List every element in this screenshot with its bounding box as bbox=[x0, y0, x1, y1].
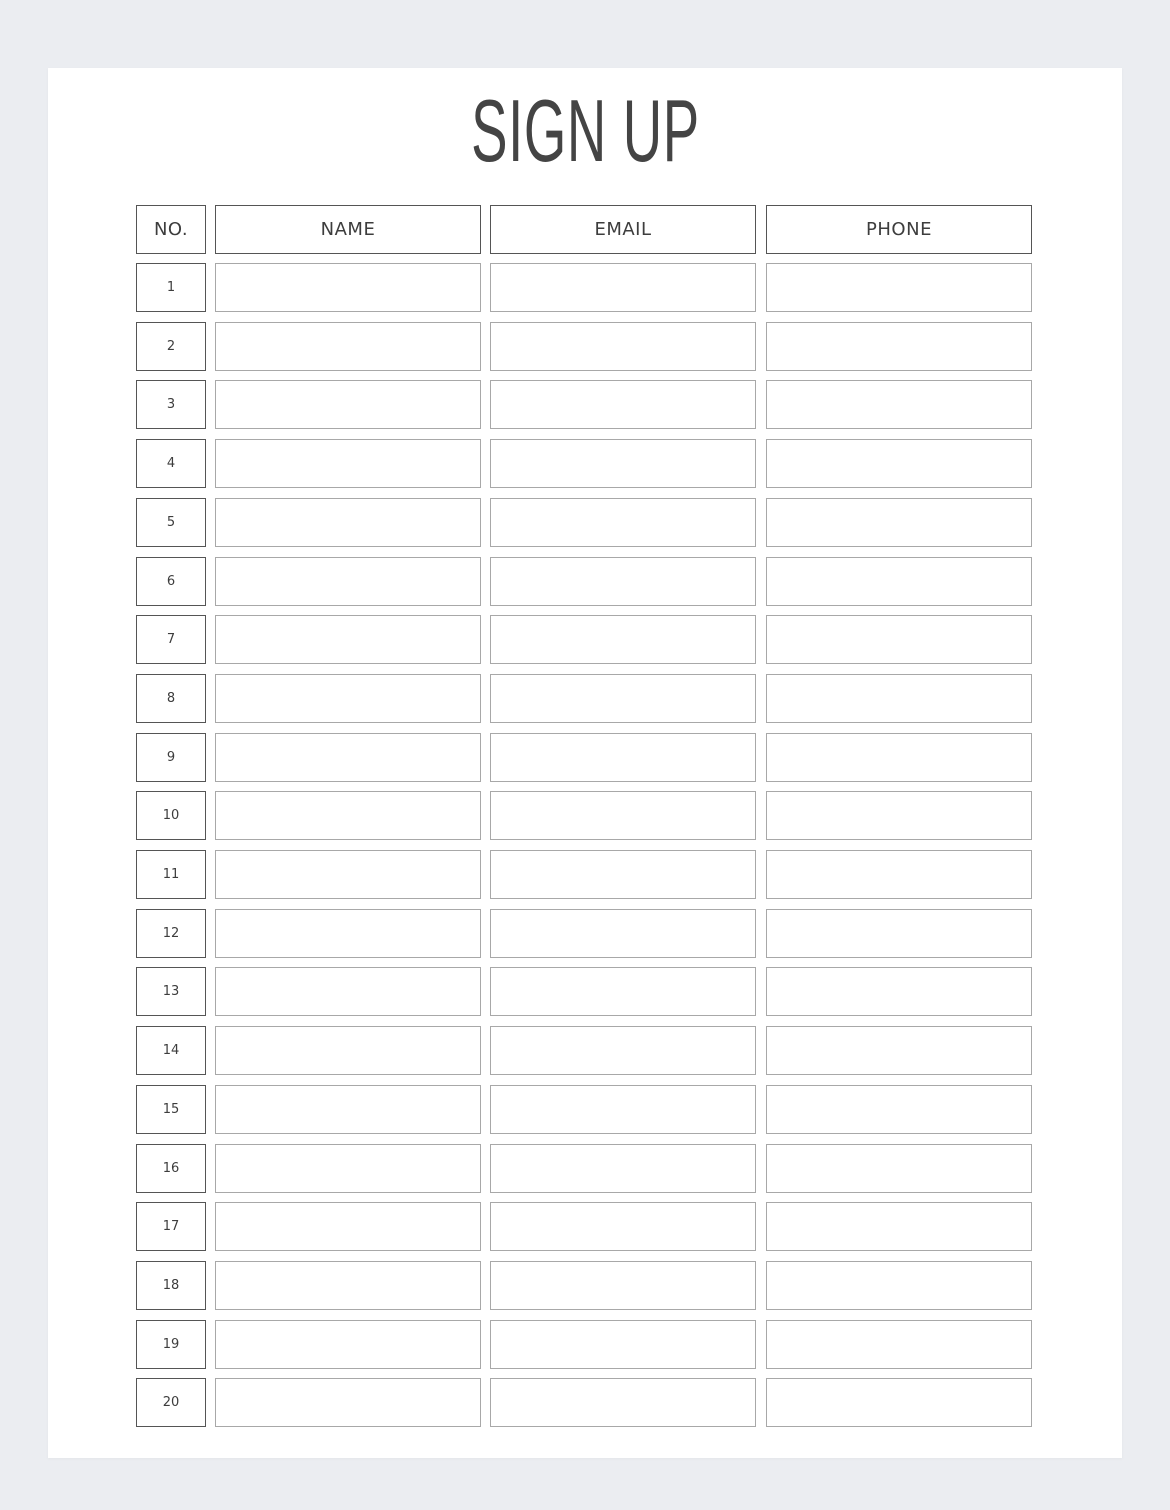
email-field[interactable] bbox=[490, 380, 756, 429]
email-field[interactable] bbox=[490, 1320, 756, 1369]
email-field[interactable] bbox=[490, 1261, 756, 1310]
row-number: 1 bbox=[136, 263, 206, 312]
page-title bbox=[0, 81, 1170, 180]
phone-field[interactable] bbox=[766, 1320, 1032, 1369]
row-number: 14 bbox=[136, 1026, 206, 1075]
email-field[interactable] bbox=[490, 1378, 756, 1427]
email-field[interactable] bbox=[490, 1026, 756, 1075]
phone-field[interactable] bbox=[766, 1085, 1032, 1134]
email-field[interactable] bbox=[490, 322, 756, 371]
page-title-text: SIGN UP bbox=[470, 81, 700, 180]
row-number: 10 bbox=[136, 791, 206, 840]
phone-field[interactable] bbox=[766, 1144, 1032, 1193]
name-field[interactable] bbox=[215, 1202, 481, 1251]
phone-field[interactable] bbox=[766, 263, 1032, 312]
email-field[interactable] bbox=[490, 1144, 756, 1193]
phone-field[interactable] bbox=[766, 967, 1032, 1016]
row-number: 11 bbox=[136, 850, 206, 899]
email-field[interactable] bbox=[490, 733, 756, 782]
name-field[interactable] bbox=[215, 263, 481, 312]
name-field[interactable] bbox=[215, 557, 481, 606]
phone-field[interactable] bbox=[766, 1202, 1032, 1251]
name-field[interactable] bbox=[215, 791, 481, 840]
row-number: 15 bbox=[136, 1085, 206, 1134]
row-number: 17 bbox=[136, 1202, 206, 1251]
phone-field[interactable] bbox=[766, 322, 1032, 371]
name-field[interactable] bbox=[215, 439, 481, 488]
row-number: 18 bbox=[136, 1261, 206, 1310]
row-number: 13 bbox=[136, 967, 206, 1016]
row-number: 19 bbox=[136, 1320, 206, 1369]
phone-field[interactable] bbox=[766, 909, 1032, 958]
name-field[interactable] bbox=[215, 967, 481, 1016]
email-field[interactable] bbox=[490, 615, 756, 664]
name-field[interactable] bbox=[215, 1320, 481, 1369]
name-field[interactable] bbox=[215, 1026, 481, 1075]
email-field[interactable] bbox=[490, 1202, 756, 1251]
name-field[interactable] bbox=[215, 498, 481, 547]
phone-field[interactable] bbox=[766, 850, 1032, 899]
phone-field[interactable] bbox=[766, 791, 1032, 840]
phone-field[interactable] bbox=[766, 733, 1032, 782]
email-field[interactable] bbox=[490, 967, 756, 1016]
phone-field[interactable] bbox=[766, 1261, 1032, 1310]
name-field[interactable] bbox=[215, 380, 481, 429]
name-field[interactable] bbox=[215, 322, 481, 371]
column-header-email: EMAIL bbox=[490, 205, 756, 254]
row-number: 20 bbox=[136, 1378, 206, 1427]
column-header-no: NO. bbox=[136, 205, 206, 254]
name-field[interactable] bbox=[215, 674, 481, 723]
email-field[interactable] bbox=[490, 850, 756, 899]
row-number: 16 bbox=[136, 1144, 206, 1193]
name-field[interactable] bbox=[215, 615, 481, 664]
phone-field[interactable] bbox=[766, 557, 1032, 606]
email-field[interactable] bbox=[490, 498, 756, 547]
email-field[interactable] bbox=[490, 674, 756, 723]
phone-field[interactable] bbox=[766, 439, 1032, 488]
email-field[interactable] bbox=[490, 263, 756, 312]
email-field[interactable] bbox=[490, 909, 756, 958]
row-number: 4 bbox=[136, 439, 206, 488]
row-number: 2 bbox=[136, 322, 206, 371]
row-number: 6 bbox=[136, 557, 206, 606]
phone-field[interactable] bbox=[766, 380, 1032, 429]
email-field[interactable] bbox=[490, 439, 756, 488]
column-header-name: NAME bbox=[215, 205, 481, 254]
email-field[interactable] bbox=[490, 1085, 756, 1134]
name-field[interactable] bbox=[215, 909, 481, 958]
row-number: 9 bbox=[136, 733, 206, 782]
row-number: 8 bbox=[136, 674, 206, 723]
phone-field[interactable] bbox=[766, 674, 1032, 723]
phone-field[interactable] bbox=[766, 615, 1032, 664]
name-field[interactable] bbox=[215, 733, 481, 782]
email-field[interactable] bbox=[490, 557, 756, 606]
row-number: 12 bbox=[136, 909, 206, 958]
column-header-phone: PHONE bbox=[766, 205, 1032, 254]
name-field[interactable] bbox=[215, 850, 481, 899]
name-field[interactable] bbox=[215, 1085, 481, 1134]
phone-field[interactable] bbox=[766, 1026, 1032, 1075]
email-field[interactable] bbox=[490, 791, 756, 840]
name-field[interactable] bbox=[215, 1378, 481, 1427]
name-field[interactable] bbox=[215, 1261, 481, 1310]
phone-field[interactable] bbox=[766, 498, 1032, 547]
row-number: 5 bbox=[136, 498, 206, 547]
name-field[interactable] bbox=[215, 1144, 481, 1193]
row-number: 3 bbox=[136, 380, 206, 429]
row-number: 7 bbox=[136, 615, 206, 664]
phone-field[interactable] bbox=[766, 1378, 1032, 1427]
